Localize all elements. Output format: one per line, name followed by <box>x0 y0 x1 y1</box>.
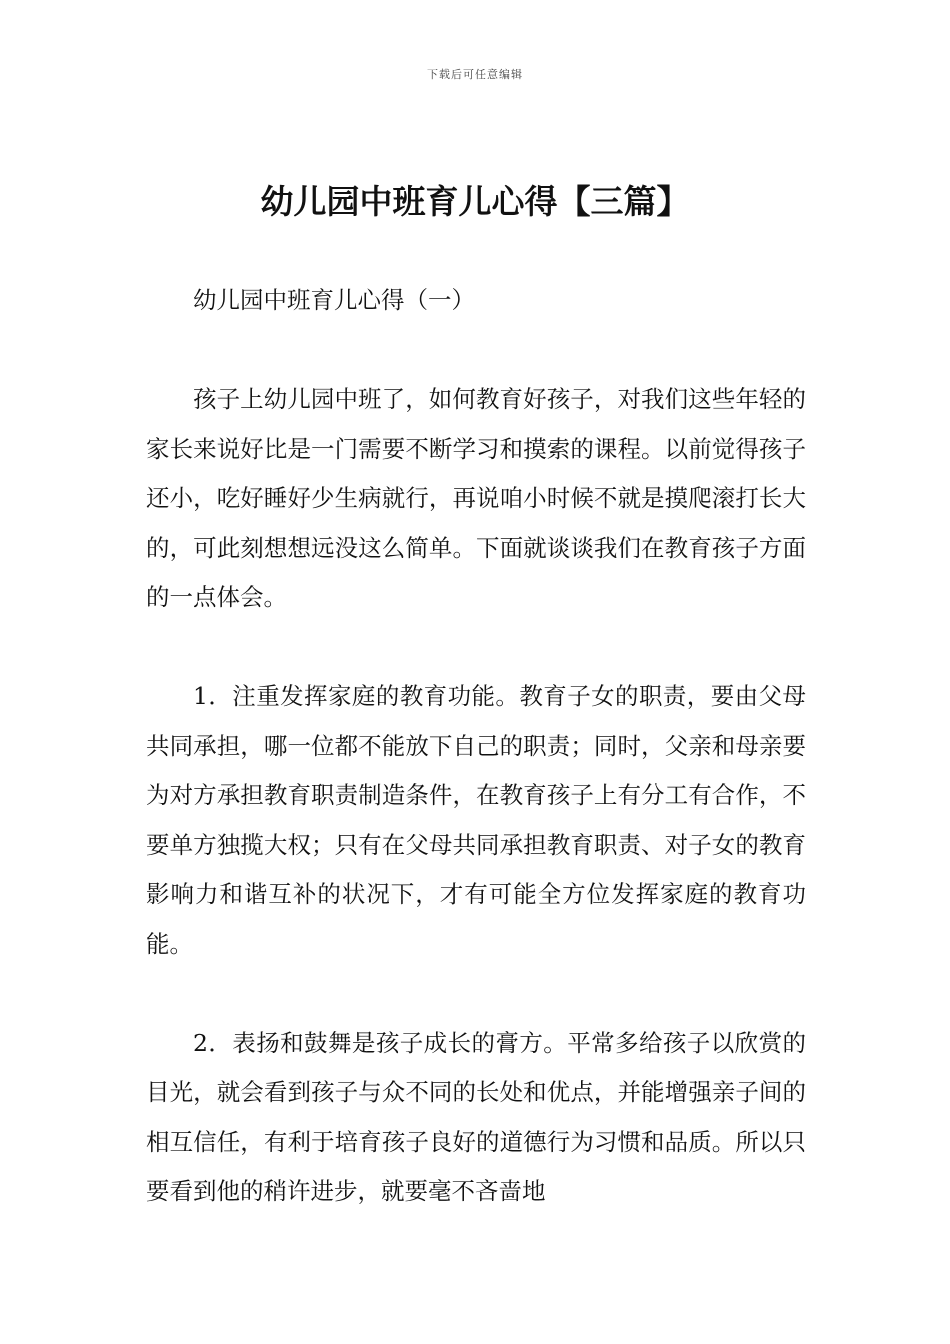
paragraph-intro: 孩子上幼儿园中班了，如何教育好孩子，对我们这些年轻的家长来说好比是一门需要不断学习和摸索的课程。以前觉得孩子还小，吃好睡好少生病就行，再说咱小时候不就是摸爬滚打长大的，可此刻想想远没这么简单。下面就谈谈我们在教育孩子方面的一点体会。 <box>146 385 806 611</box>
document-title: 幼儿园中班育儿心得【三篇】 <box>260 182 690 221</box>
document-body <box>146 276 806 1217</box>
paragraph-gap <box>146 326 806 376</box>
paragraph-gap <box>146 969 806 1019</box>
header-note: 下载后可任意编辑 <box>427 68 523 81</box>
section-heading: 幼儿园中班育儿心得（一） <box>193 286 475 314</box>
paragraph-gap <box>146 623 806 673</box>
paragraph-point-1: 1．注重发挥家庭的教育功能。教育子女的职责，要由父母共同承担，哪一位都不能放下自己的职责；同时，父亲和母亲要为对方承担教育职责制造条件，在教育孩子上有分工有合作，不要单方独揽大权；只有在父母共同承担教育职责、对子女的教育影响力和谐互补的状况下，才有可能全方位发挥家庭的教育功能。 <box>146 682 806 958</box>
paragraph-point-2: 2．表扬和鼓舞是孩子成长的膏方。平常多给孩子以欣赏的目光，就会看到孩子与众不同的长处和优点，并能增强亲子间的相互信任，有利于培育孩子良好的道德行为习惯和品质。所以只要看到他的稍许进步，就要毫不吝啬地 <box>146 1028 806 1205</box>
